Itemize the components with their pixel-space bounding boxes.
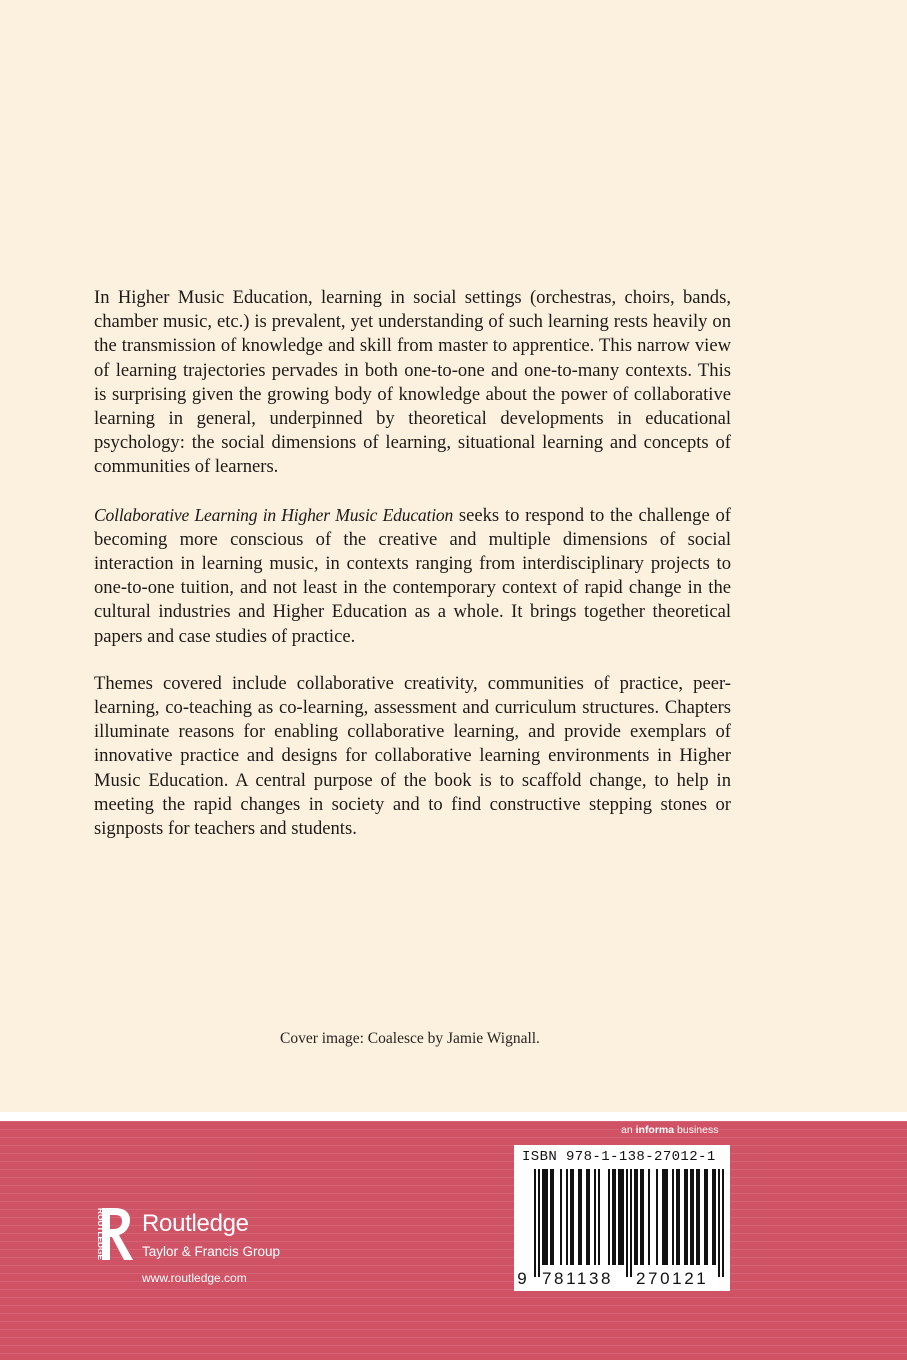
barcode-bar [722,1169,724,1277]
barcode-bar [696,1169,698,1265]
barcode-bar [686,1169,688,1265]
cover-image-credit: Cover image: Coalesce by Jamie Wignall. [280,1030,540,1047]
barcode-bar [664,1169,666,1265]
barcode-digits: 270121 [636,1269,709,1288]
barcode-bar [678,1169,680,1265]
barcode-bar [684,1169,686,1265]
band-divider [0,1112,907,1121]
barcode-bar [676,1169,678,1265]
barcode-bar [626,1169,628,1277]
informa-tagline: an informa business [621,1124,719,1136]
isbn-barcode [514,1145,730,1291]
barcode-bar [620,1169,622,1265]
routledge-vertical-wordmark: ROUTLEDGE [96,1208,105,1256]
blurb-paragraph-3: Themes covered include collaborative creativity, communities of practice, peer-learning, co-teaching as co-learning, assessment and curriculum structures. Chapters illuminate reasons for enabling collaborative learning, and provide exemplars of innovative practice and designs for collaborative learning environments in Higher Music Education. A central purpose of the book is to scaffold change, to help in meeting the rapid changes in society and to find constructive stepping stones or signposts for teachers and students. [94,672,731,840]
barcode-bar [706,1169,708,1265]
barcode-bar [636,1169,638,1265]
barcode-bar [566,1169,568,1265]
informa-brand: informa [635,1124,675,1136]
barcode-bar [586,1169,588,1265]
barcode-bar [580,1169,582,1265]
publisher-url: www.routledge.com [142,1271,247,1285]
barcode-bar [698,1169,700,1265]
routledge-logo-icon [88,1204,134,1262]
barcode-bar [588,1169,590,1265]
barcode-bar [648,1169,650,1265]
barcode-bar [712,1169,714,1265]
barcode-digits: 9 [517,1269,527,1288]
barcode-bar [542,1169,544,1265]
barcode-bar [714,1169,716,1265]
blurb-paragraph-1: In Higher Music Education, learning in social settings (orchestras, choirs, bands, chamber music, etc.) is prevalent, yet understanding of such learning rests heavily on the transmission of knowledge and skill from master to apprentice. This narrow view of learning trajectories pervades in both one-to-one and one-to-many contexts. This is surprising given the growing body of knowledge about the power of collaborative learning in general, underpinned by theoretical developments in educational psychology: the social dimensions of learning, situational learning and concepts of communities of learners. [94,287,731,478]
barcode-bar [640,1169,642,1265]
barcode-bar [552,1169,554,1265]
barcode-bar [544,1169,546,1265]
barcode-bar [612,1169,614,1265]
barcode-bar [662,1169,664,1265]
publisher-name: Routledge [142,1210,249,1237]
barcode-bar [618,1169,620,1265]
barcode-bar [656,1169,658,1265]
barcode-bar [560,1169,562,1265]
barcode-bar [672,1169,674,1265]
publisher-footer-band [0,1121,907,1360]
barcode-bar [690,1169,692,1265]
barcode-bar [718,1169,720,1277]
isbn-label: ISBN 978-1-138-27012-1 [522,1149,716,1165]
barcode-bar [614,1169,616,1265]
barcode-bar [634,1169,636,1265]
publisher-group: Taylor & Francis Group [142,1244,281,1259]
barcode-bar [538,1169,540,1277]
barcode-bar [608,1169,610,1265]
blurb-paragraph-2 [94,503,731,649]
barcode-bar [594,1169,596,1265]
barcode-bar [692,1169,694,1265]
barcode-bar [534,1169,536,1277]
barcode-bar [572,1169,574,1265]
barcode-bar [550,1169,552,1265]
barcode-bar [546,1169,548,1265]
barcode-bar [642,1169,644,1265]
barcode-bar [598,1169,600,1265]
barcode-bar [622,1169,624,1265]
barcode-bar [666,1169,668,1265]
barcode-digits: 781138 [542,1269,614,1288]
blurb-paragraph-2-text: seeks to respond to the challenge of becoming more conscious of the creative and multiple dimensions of social interaction in learning music, in contexts ranging from interdisciplinary projects to one-to-one tuition, and not least in the contemporary context of rapid change in the cultural industries and Higher Education as a whole. It brings together theoretical papers and case studies of practice. [94,504,731,647]
barcode-bar [570,1169,572,1265]
back-cover-blurb [94,286,731,864]
barcode-bar [578,1169,580,1265]
barcode-bar [630,1169,632,1277]
barcode-bar [704,1169,706,1265]
book-title-italic: Collaborative Learning in Higher Music Education [94,504,454,525]
barcode-graphic [514,1145,730,1291]
